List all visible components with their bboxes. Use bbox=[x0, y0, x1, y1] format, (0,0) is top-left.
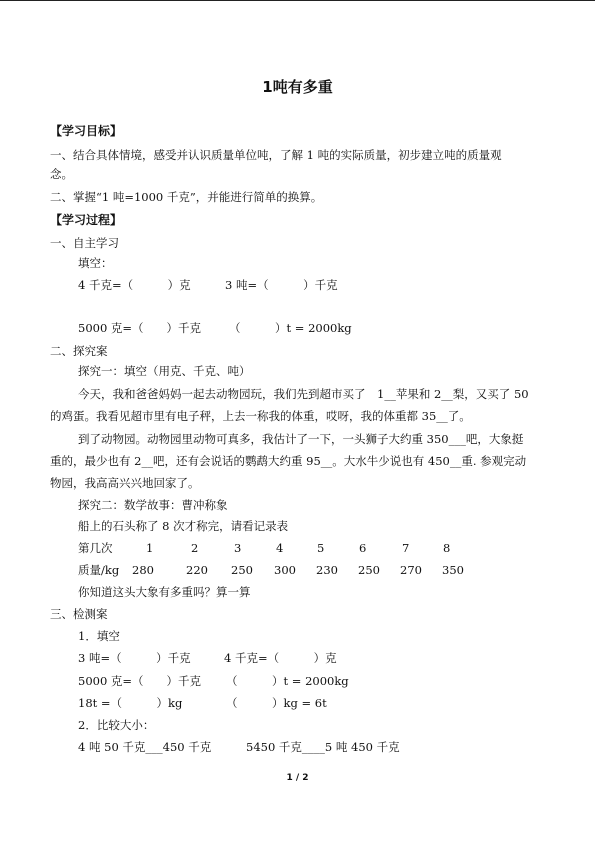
explore-2-title: 探究二：数学故事：曹冲称象 bbox=[78, 498, 228, 512]
test-q1-d: （ ）t = 2000kg bbox=[226, 674, 349, 688]
table-cell: 3 bbox=[234, 541, 242, 555]
table-cell: 270 bbox=[400, 563, 422, 577]
section-3-title: 三、检测案 bbox=[50, 607, 108, 621]
test-q1-c: 5000 克=（ ）千克 bbox=[78, 674, 202, 688]
explore-2-story: 船上的石头称了 8 次才称完，请看记录表 bbox=[78, 519, 289, 533]
explore-1-paragraph-line-5: 物园，我高高兴兴地回家了。 bbox=[50, 476, 200, 490]
section-2-title: 二、探究案 bbox=[50, 344, 108, 358]
section-1-q4: （ ）t = 2000kg bbox=[229, 321, 352, 335]
table-cell: 2 bbox=[191, 541, 199, 555]
section-1-q1: 4 千克=（ ）克 bbox=[78, 278, 191, 292]
table-cell: 8 bbox=[443, 541, 451, 555]
explore-1-paragraph-line-4: 重的，最少也有 2__吧，还有会说话的鹦鹉大约重 95__。大水牛少说也有 450__重. 参观完动 bbox=[50, 454, 527, 468]
test-q1-e: 18t =（ ）kg bbox=[78, 696, 183, 710]
table-cell: 5 bbox=[317, 541, 325, 555]
explore-1-paragraph-line-2: 的鸡蛋。我看见超市里有电子秤，上去一称我的体重，哎呀，我的体重都 35__了。 bbox=[50, 409, 471, 423]
table-cell: 350 bbox=[442, 563, 464, 577]
table-row-2-label: 质量/kg bbox=[78, 563, 120, 577]
table-cell: 250 bbox=[358, 563, 380, 577]
explore-1-paragraph-line-3: 到了动物园。动物园里动物可真多，我估计了一下，一头狮子大约重 350___吧，大象挺 bbox=[78, 432, 524, 446]
goal-1-line-b: 念。 bbox=[50, 167, 73, 181]
table-cell: 6 bbox=[359, 541, 367, 555]
test-q1-f: （ ）kg = 6t bbox=[226, 696, 327, 710]
explore-2-question: 你知道这头大象有多重吗？算一算 bbox=[78, 585, 251, 599]
table-cell: 280 bbox=[132, 563, 154, 577]
table-cell: 230 bbox=[316, 563, 338, 577]
test-q2-title: 2．比较大小： bbox=[78, 718, 155, 732]
table-cell: 7 bbox=[402, 541, 410, 555]
table-cell: 250 bbox=[231, 563, 253, 577]
test-q2-a: 4 吨 50 千克___450 千克 bbox=[78, 740, 212, 754]
test-q1-title: 1．填空 bbox=[78, 629, 120, 643]
test-q1-a: 3 吨=（ ）千克 bbox=[78, 651, 191, 665]
section-1-q3: 5000 克=（ ）千克 bbox=[78, 321, 202, 335]
section-1-fill-label: 填空： bbox=[78, 256, 113, 270]
section-1-title: 一、自主学习 bbox=[50, 236, 119, 250]
table-cell: 300 bbox=[274, 563, 296, 577]
page-number: 1 / 2 bbox=[286, 773, 309, 783]
page-top-rule bbox=[0, 0, 595, 1]
test-q2-b: 5450 千克____5 吨 450 千克 bbox=[246, 740, 400, 754]
explore-1-paragraph-line-1: 今天，我和爸爸妈妈一起去动物园玩，我们先到超市买了 1__苹果和 2__梨，又买了 50 bbox=[78, 387, 529, 401]
table-row-1-label: 第几次 bbox=[78, 541, 113, 555]
table-cell: 4 bbox=[276, 541, 284, 555]
goal-2: 二、掌握“1 吨=1000 千克”，并能进行简单的换算。 bbox=[50, 190, 323, 204]
section-1-q2: 3 吨=（ ）千克 bbox=[225, 278, 338, 292]
goal-1-line-a: 一、结合具体情境，感受并认识质量单位吨，了解 1 吨的实际质量，初步建立吨的质量观 bbox=[50, 148, 502, 162]
table-cell: 1 bbox=[146, 541, 154, 555]
explore-1-title: 探究一：填空（用克、千克、吨） bbox=[78, 364, 251, 378]
test-q1-b: 4 千克=（ ）克 bbox=[224, 651, 337, 665]
process-heading: 【学习过程】 bbox=[50, 213, 123, 227]
page-title: 1吨有多重 bbox=[262, 78, 333, 96]
table-cell: 220 bbox=[186, 563, 208, 577]
goals-heading: 【学习目标】 bbox=[50, 124, 123, 138]
